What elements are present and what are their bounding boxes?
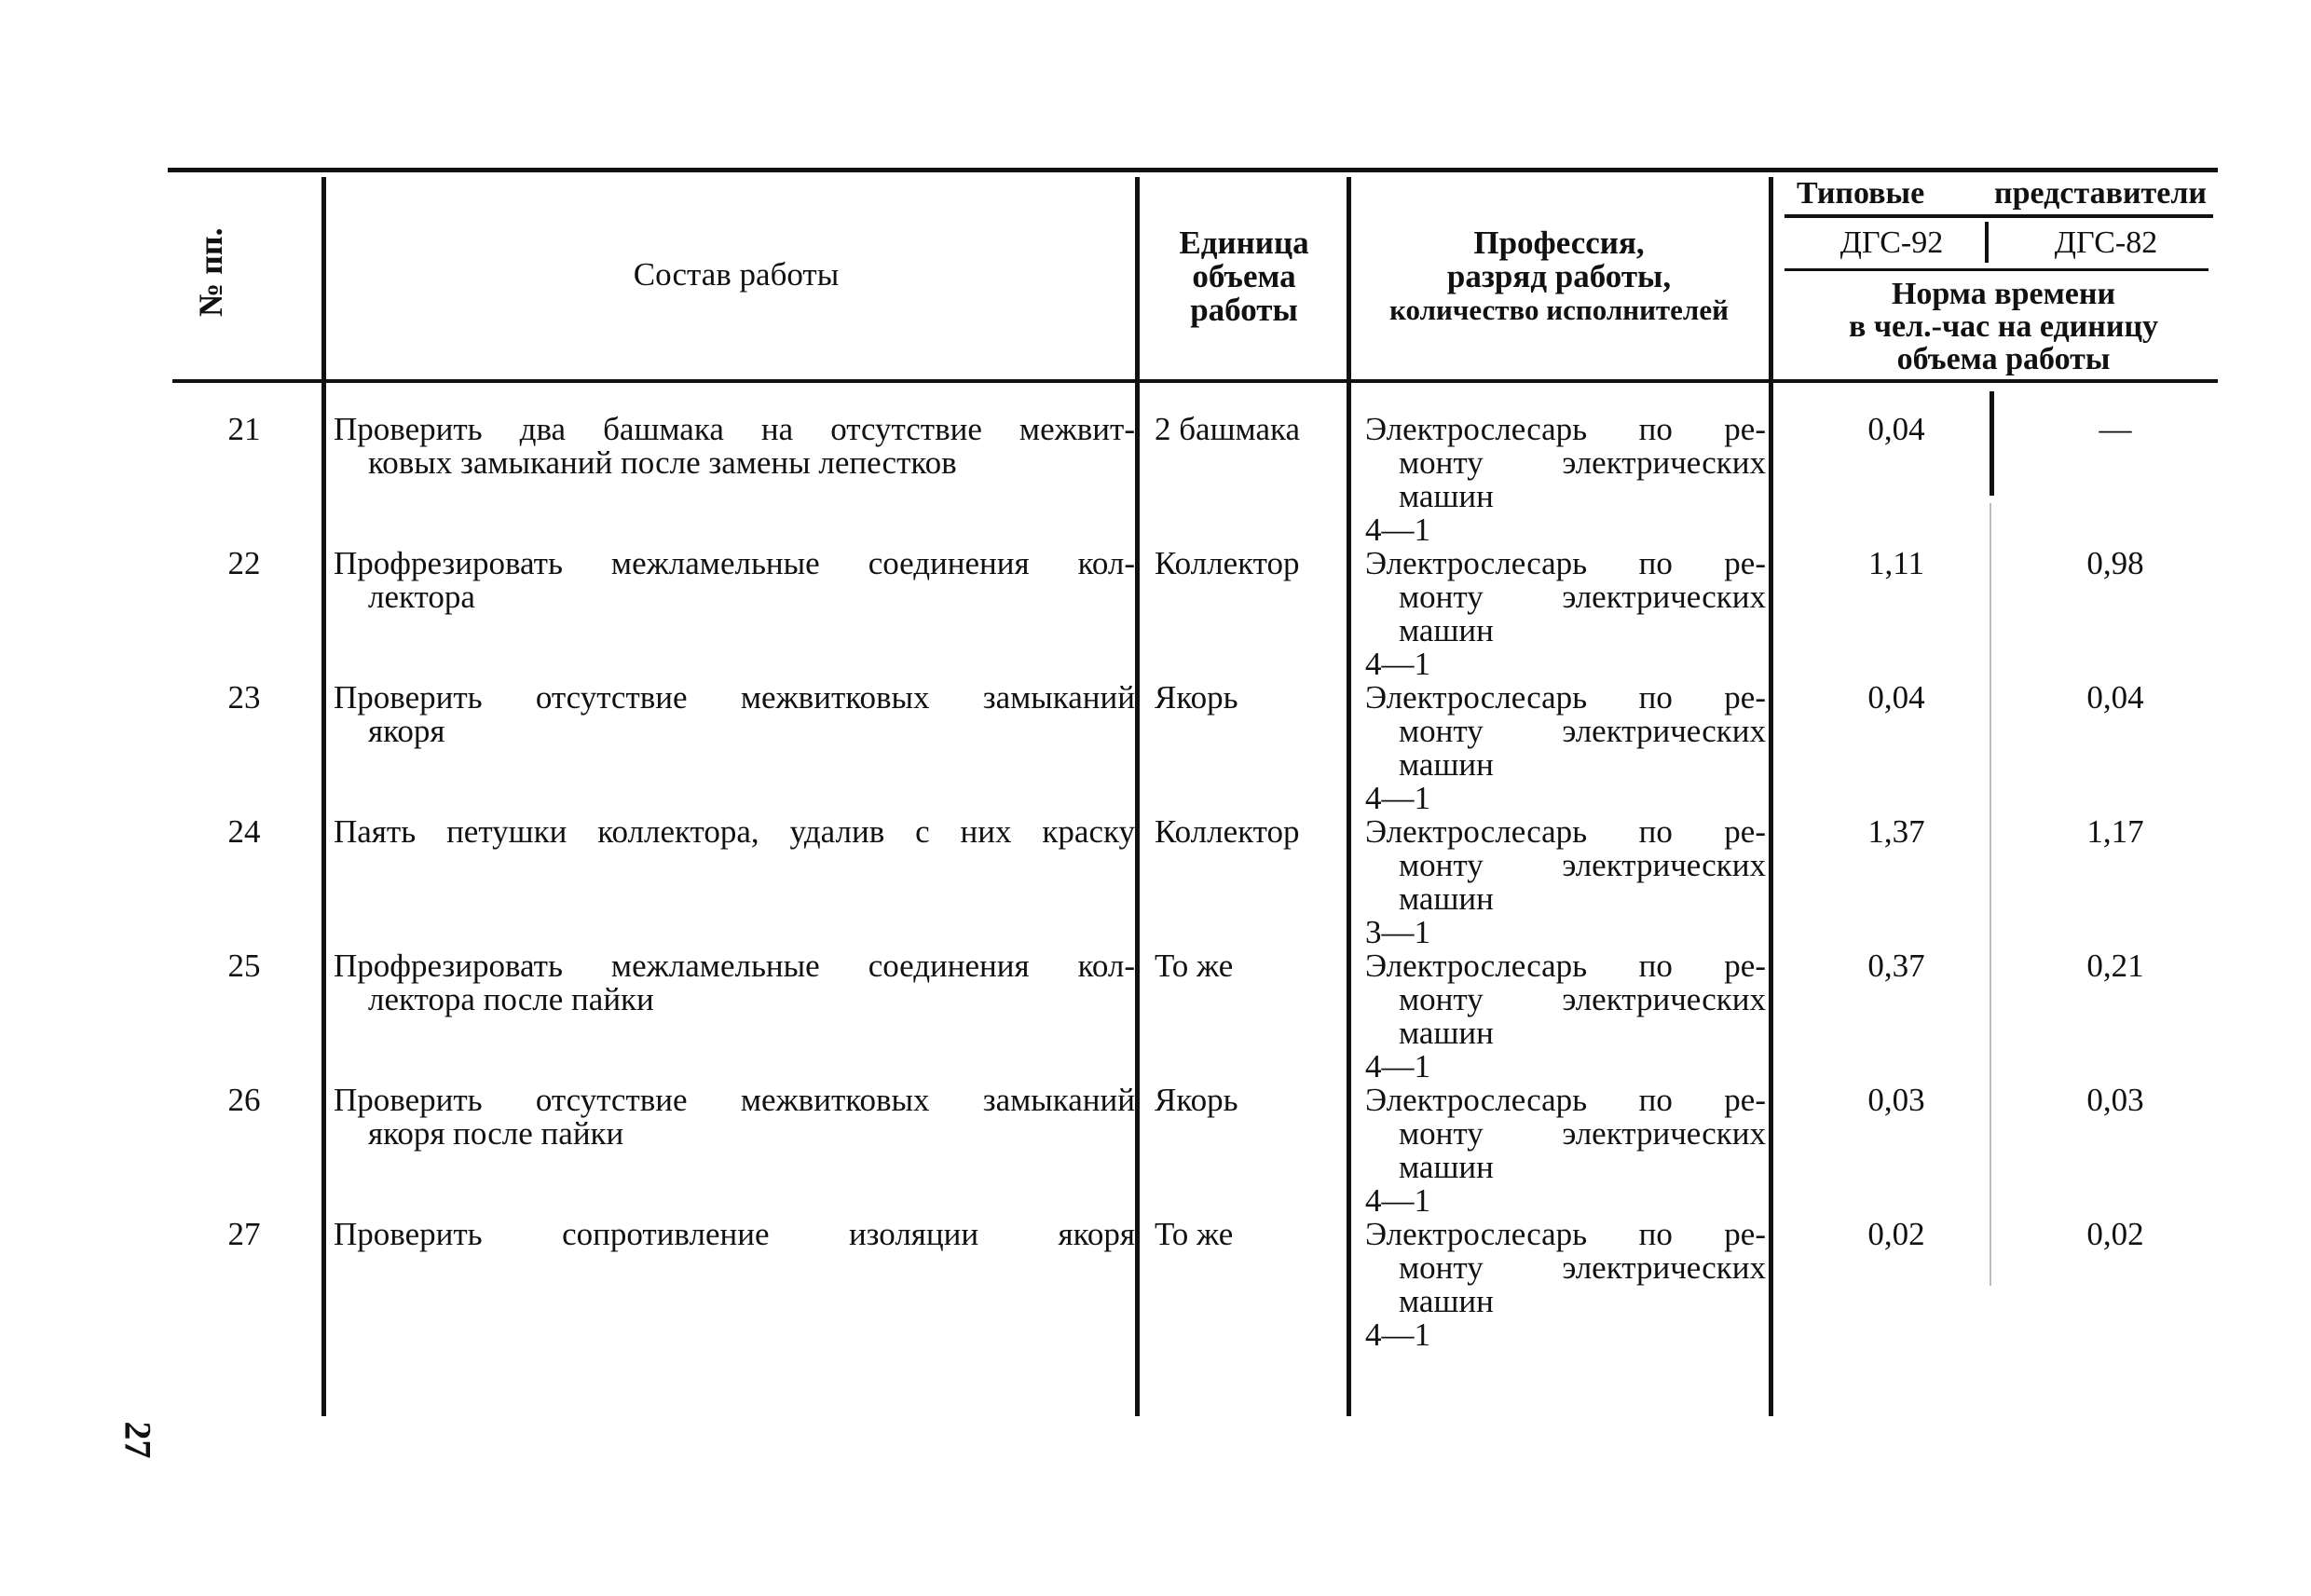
norm-dgs82: 0,02 [2086,1216,2144,1252]
work-description: Проверить сопротивление изоляции якоря [334,1216,1135,1252]
norm-header: Норма времени в чел.-час на единицу объема работы [1848,277,2159,376]
work-description: Проверить два башмака на отсутствие межвит- ковых замыканий после замены лепестков [334,411,1135,481]
norm-dgs82: 0,03 [2086,1082,2144,1118]
norm-dgs82: 0,98 [2086,545,2144,581]
work-unit: Коллектор [1155,813,1300,850]
row-number: 23 [227,679,261,716]
work-unit: 2 башмака [1155,411,1300,447]
norm-dgs92: 0,02 [1867,1216,1925,1252]
profession: Электрослесарь по ре- монту электрических машин 4—1 [1365,545,1766,682]
work-description: Проверить отсутствие межвитковых замыканий якоря [334,679,1135,749]
norm-dgs92: 1,37 [1867,813,1925,850]
norm-dgs82: 0,21 [2086,948,2144,984]
profession: Электрослесарь по ре- монту электрических машин 4—1 [1365,411,1766,548]
typical-representatives-header: Типовые представители [1797,176,2207,211]
work-unit: Якорь [1155,679,1238,716]
norm-dgs82: — [2099,411,2132,447]
row-number: 21 [227,411,261,447]
typical-underline [1785,214,2213,218]
profession: Электрослесарь по ре- монту электрических машин 4—1 [1365,679,1766,816]
profession: Электрослесарь по ре- монту электрических машин 3—1 [1365,813,1766,950]
table-row [0,547,2311,681]
work-unit: Якорь [1155,1082,1238,1118]
work-column-header: Состав работы [633,256,840,293]
work-unit: То же [1155,1216,1234,1252]
table-row [0,815,2311,949]
norm-dgs92: 0,03 [1867,1082,1925,1118]
table-row [0,413,2311,547]
norm-dgs82: 0,04 [2086,679,2144,716]
work-description: Проверить отсутствие межвитковых замыканий якоря после пайки [334,1082,1135,1152]
profession: Электрослесарь по ре- монту электрических машин 4—1 [1365,948,1766,1084]
table-row [0,1084,2311,1218]
row-number: 26 [227,1082,261,1118]
col-divider-reps-header [1985,222,1989,263]
rep2-header: ДГС-82 [2054,225,2158,260]
row-number: 24 [227,813,261,850]
work-unit: То же [1155,948,1234,984]
norm-dgs92: 0,37 [1867,948,1925,984]
table-top-rule [168,168,2218,172]
table-row [0,949,2311,1084]
norm-dgs92: 0,04 [1867,679,1925,716]
profession: Электрослесарь по ре- монту электрических машин 4—1 [1365,1082,1766,1219]
work-description: Профрезировать межламельные соединения кол- лектора [334,545,1135,615]
row-number: 25 [227,948,261,984]
norm-dgs92: 0,04 [1867,411,1925,447]
work-description: Профрезировать межламельные соединения кол- лектора после пайки [334,948,1135,1017]
header-bottom-rule [172,379,2218,383]
num-column-header: № пп. [192,227,229,317]
profession: Электрослесарь по ре- монту электрических машин 4—1 [1365,1216,1766,1353]
rep1-header: ДГС-92 [1839,225,1944,260]
profession-column-header: Профессия, разряд работы, количество исполнителей [1389,225,1729,326]
work-description: Паять петушки коллектора, удалив с них краску [334,813,1135,850]
table-row [0,681,2311,815]
norm-dgs92: 1,11 [1868,545,1924,581]
unit-column-header: Единица объема работы [1179,225,1309,328]
table-row [0,1218,2311,1352]
row-number: 22 [227,545,261,581]
work-unit: Коллектор [1155,545,1300,581]
reps-underline [1785,268,2208,271]
page-number: 27 [116,1421,159,1459]
norm-dgs82: 1,17 [2086,813,2144,850]
row-number: 27 [227,1216,261,1252]
